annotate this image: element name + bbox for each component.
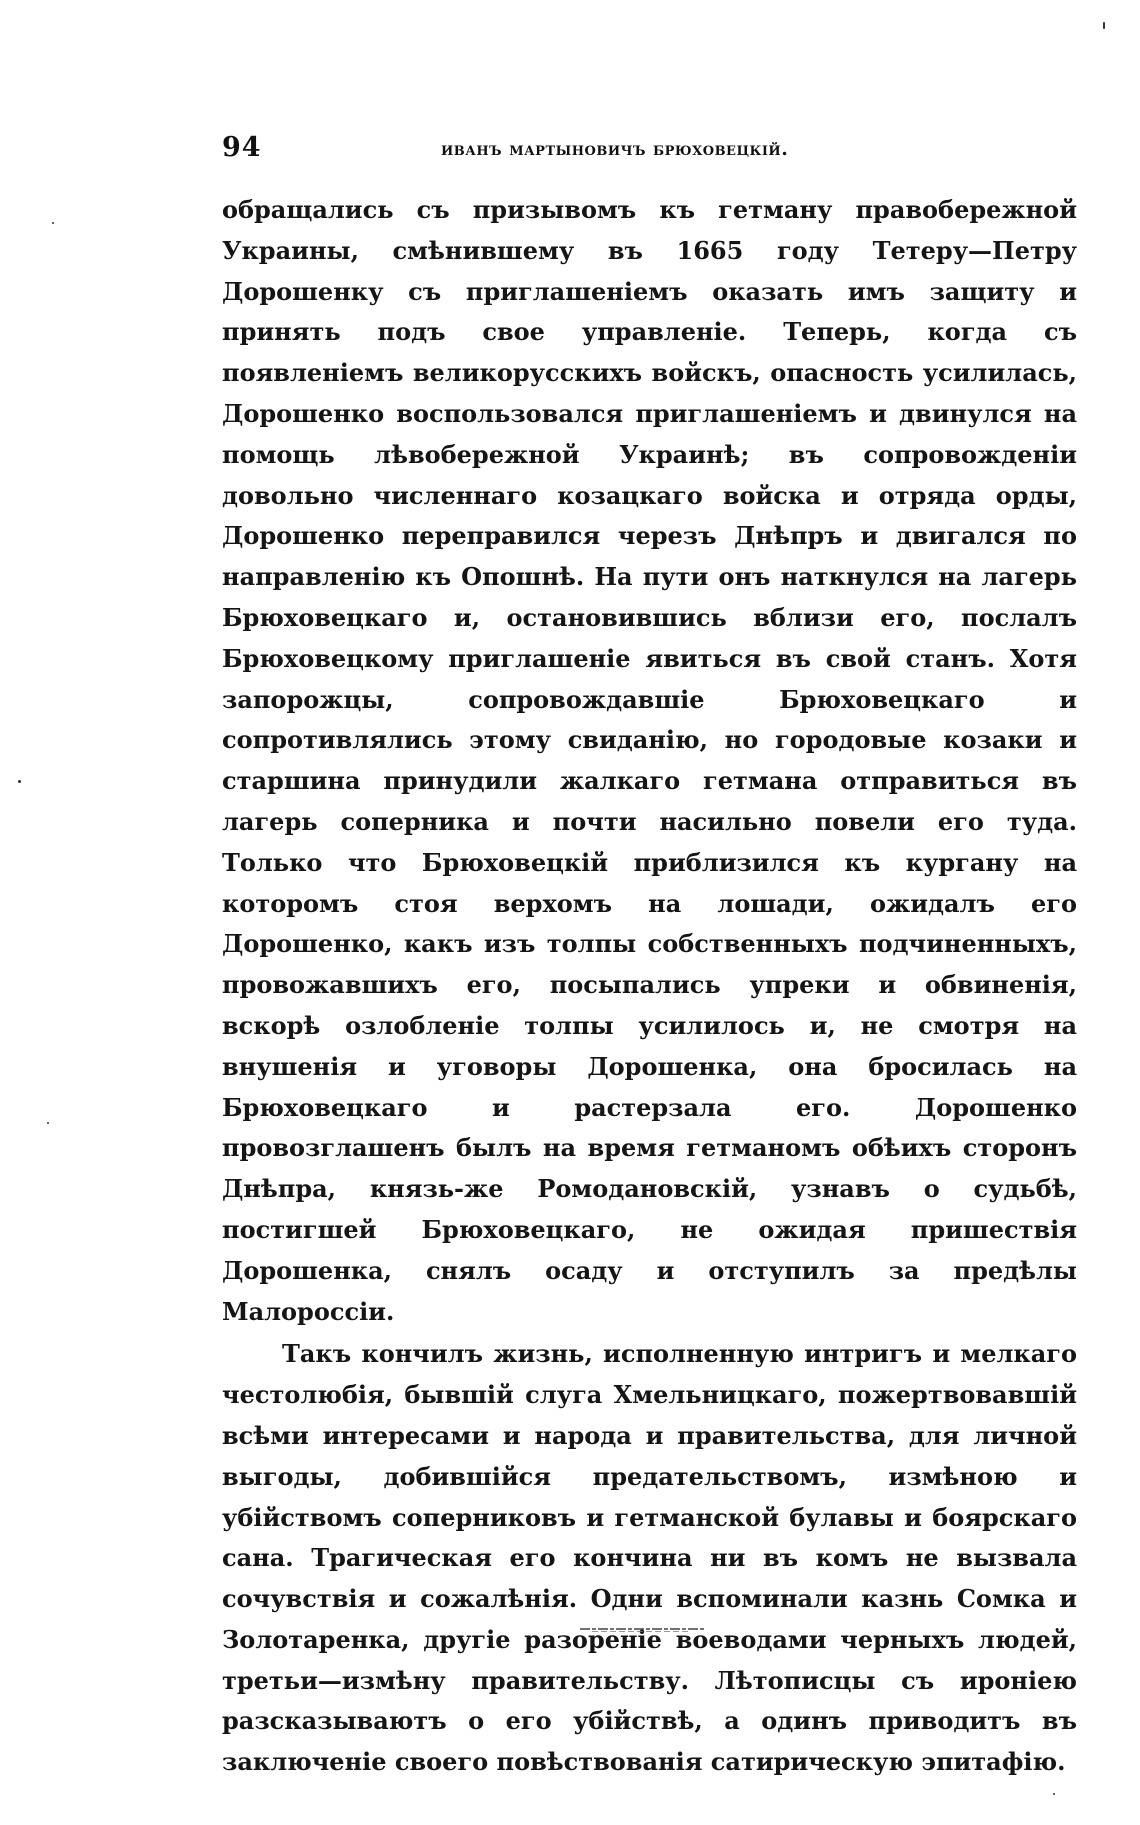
- scan-speck: [1053, 1793, 1055, 1795]
- running-title: иванъ мартыновичъ брюховецкій.: [441, 138, 789, 160]
- body-text: [222, 190, 1077, 1783]
- scan-speck: [47, 1122, 49, 1124]
- end-ornament-icon: [578, 1627, 706, 1633]
- scan-speck: [52, 222, 54, 224]
- paragraph-1: обращались съ призывомъ къ гетману правобережной Украины, смѣнившему въ 1665 году Тетеру—Петру Дорошенку съ приглашеніемъ оказать имъ защиту и принять подъ свое управленіе. Теперь, когда съ появленіемъ великорусскихъ войскъ, опасность усилилась, Дорошенко воспользовался приглашеніемъ и двинулся на помощь лѣвобережной Украинѣ; въ сопровожденіи довольно численнаго козацкаго войска и отряда орды, Дорошенко переправился черезъ Днѣпръ и двигался по направленію къ Опошнѣ. На пути онъ наткнулся на лагерь Брюховецкаго и, остановившись вблизи его, послалъ Брюховецкому приглашеніе явиться въ свой станъ. Хотя запорожцы, сопровождавшіе Брюховецкаго и сопротивлялись этому свиданію, но городовые козаки и старшина принудили жалкаго гетмана отправиться въ лагерь соперника и почти насильно повели его туда. Только что Брюховецкій приблизился къ кургану на которомъ стоя верхомъ на лошади, ожидалъ его Дорошенко, какъ изъ толпы собственныхъ подчиненныхъ, провожавшихъ его, посыпались упреки и обвиненія, вскорѣ озлобленіе толпы усилилось и, не смотря на внушенія и уговоры Дорошенка, она бросилась на Брюховецкаго и растерзала его. Дорошенко провозглашенъ былъ на время гетманомъ обѣихъ сторонъ Днѣпра, князь-же Ромодановскій, узнавъ о судьбѣ, постигшей Брюховецкаго, не ожидая пришествія Дорошенка, снялъ осаду и отступилъ за предѣлы Малороссіи.: [222, 195, 1077, 1326]
- paragraph-2: Такъ кончилъ жизнь, исполненную интригъ и мелкаго честолюбія, бывшій слуга Хмельницкаго, пожертвовавшій всѣми интересами и народа и правительства, для личной выгоды, добившійся предательствомъ, измѣною и убійствомъ соперниковъ и гетманской булавы и боярскаго сана. Трагическая его кончина ни въ комъ не вызвала сочувствія и сожалѣнія. Одни вспоминали казнь Сомка и Золотаренка, другіе разореніе воеводами черныхъ людей, третьи—измѣну правительству. Лѣтописцы съ ироніею разсказываютъ о его убійствѣ, а одинъ приводитъ въ заключеніе своего повѣствованія сатирическую эпитафію.: [222, 1339, 1077, 1777]
- page-header: [222, 132, 1077, 172]
- page-number: 94: [222, 132, 262, 163]
- scan-speck: [1103, 22, 1105, 29]
- scan-speck: [18, 780, 21, 783]
